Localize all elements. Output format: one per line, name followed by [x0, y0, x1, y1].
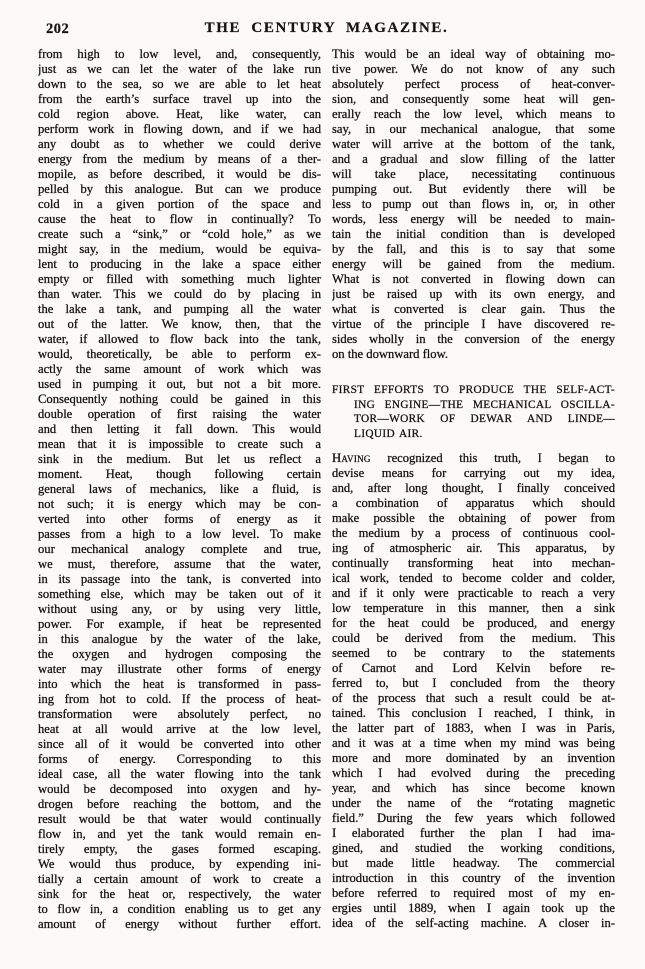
text-line: pumping out. But evidently there will be [332, 182, 615, 196]
text-line: which I had evolved during the preceding [332, 766, 615, 781]
text-columns [38, 47, 615, 932]
text-line: from high to low level, and, consequently, [38, 47, 321, 61]
left-column-paragraph [38, 47, 321, 932]
text-line: erally reach the low level, which means to [332, 107, 615, 121]
text-line: tive power. We do not know of any such [332, 62, 615, 76]
text-line: moment. Heat, though following certain [38, 467, 321, 481]
text-line: will take place, necessitating continuous [332, 167, 615, 181]
text-line: What is not converted in flowing down can [332, 272, 615, 286]
text-line: power. For example, if heat be represented [38, 617, 321, 631]
text-line: Consequently nothing could be gained in this [38, 392, 321, 406]
page-number: 202 [46, 21, 70, 37]
text-line: LIQUID AIR. [354, 427, 423, 440]
text-line: in this analogue by the water of the lake, [38, 632, 321, 646]
right-column-paragraph-2 [332, 451, 615, 931]
text-line: into which the heat is transformed in pass- [38, 677, 321, 691]
text-line: than water. This we could do by placing in [38, 287, 321, 301]
text-line: create such a “sink,” or “cold hole,” as we [38, 227, 321, 241]
text-line: flow in, and yet the tank would remain en- [38, 827, 321, 841]
text-line: devise means for carrying out my idea, [332, 466, 615, 481]
text-line: general laws of mechanics, like a fluid, is [38, 482, 321, 496]
text-line: year, and which has since become known [332, 781, 615, 796]
text-line: used in pumping it out, but not a bit more. [38, 377, 321, 391]
section-heading [332, 383, 615, 441]
text-line: not such; it is energy which may be con- [38, 497, 321, 511]
text-line: tained. This conclusion I reached, I think, in [332, 706, 615, 721]
text-line: since all of it would be converted into other [38, 737, 321, 751]
text-line: out of the latter. We know, then, that the [38, 317, 321, 331]
text-line: idea of the self-acting machine. A closer in- [332, 916, 615, 931]
text-line: could be derived from the medium. This [332, 631, 615, 646]
text-line: the medium by a process of continuous cool- [332, 526, 615, 541]
right-column-paragraph-1 [332, 47, 615, 362]
text-line: in its passage into the tank, is converted into [38, 572, 321, 586]
text-line: water may illustrate other forms of energy [38, 662, 321, 676]
text-line: mopile, as before described, it would be dis- [38, 167, 321, 181]
text-line: drogen before reaching the bottom, and the [38, 797, 321, 811]
text-line: would be decomposed into oxygen and hy- [38, 782, 321, 796]
text-line: without using any, or by using very little, [38, 602, 321, 616]
text-line: I elaborated further the plan I had ima- [332, 826, 615, 841]
text-line: but made little headway. The commercial [332, 856, 615, 871]
text-line: of the process that such a result could be at- [332, 691, 615, 706]
text-line: a combination of apparatus which should [332, 496, 615, 511]
text-line: tially a certain amount of work to create a [38, 872, 321, 886]
text-line: actly the same amount of work which was [38, 362, 321, 376]
text-line: just be raised up with its own energy, and [332, 287, 615, 301]
text-line: to flow in, a condition enabling us to get any [38, 902, 321, 916]
text-line: under the name of the “rotating magnetic [332, 796, 615, 811]
text-line: what is converted is clear gain. Thus the [332, 302, 615, 316]
text-line: absolutely perfect process of heat-conver- [332, 77, 615, 91]
text-line: amount of energy without further effort. [38, 917, 321, 931]
text-line: on the downward flow. [332, 347, 448, 361]
text-line: cold in a given portion of the space and [38, 197, 321, 211]
text-line: and then letting it fall down. This would [38, 422, 321, 436]
text-line: energy from the medium by means of a ther- [38, 152, 321, 166]
text-line: energy will be gained from the medium. [332, 257, 615, 271]
text-line: we must, therefore, assume that the water, [38, 557, 321, 571]
text-line: TOR—WORK OF DEWAR AND LINDE— [354, 413, 615, 426]
lead-line-rest: recognized this truth, I began to [370, 451, 615, 466]
text-line: might say, in the medium, would be equiva- [38, 242, 321, 256]
text-line: more and more dominated by an invention [332, 751, 615, 766]
text-line: perform work in flowing down, and if we had [38, 122, 321, 136]
text-line: water will arrive at the bottom of the tank, [332, 137, 615, 151]
text-line: ferred to, but I concluded from the theory [332, 676, 615, 691]
text-line: forms of energy. Corresponding to this [38, 752, 321, 766]
text-line: passes from a high to a low level. To make [38, 527, 321, 541]
text-line: from the earth’s surface travel up into the [38, 92, 321, 106]
text-line: result would be that water would continually [38, 812, 321, 826]
text-line: and, after long thought, I finally conceived [332, 481, 615, 496]
text-line: empty or filled with something much lighter [38, 272, 321, 286]
text-line: heat at all would arrive at the low level, [38, 722, 321, 736]
text-line: down to the sea, so we are able to let heat [38, 77, 321, 91]
text-line: for the heat could be produced, and energy [332, 616, 615, 631]
text-line: and it was at a time when my mind was being [332, 736, 615, 751]
text-line: ing of atmospheric air. This apparatus, by [332, 541, 615, 556]
right-column [332, 47, 615, 932]
text-line: low temperature in this manner, then a sink [332, 601, 615, 616]
text-line: seemed to be contrary to the statements [332, 646, 615, 661]
text-line: sion, and consequently some heat will gen- [332, 92, 615, 106]
text-line: just as we can let the water of the lake run [38, 62, 321, 76]
text-line: before referred to required most of my en- [332, 886, 615, 901]
text-line: mean that it is impossible to create such a [38, 437, 321, 451]
text-line: words, less energy will be needed to main- [332, 212, 615, 226]
text-line: ergies until 1889, when I again took up the [332, 901, 615, 916]
text-line: tirely empty, the gases formed escaping. [38, 842, 321, 856]
text-line: the lake a tank, and pumping all the water [38, 302, 321, 316]
text-line: sides wholly in the conversion of the energy [332, 332, 615, 346]
text-line: We would thus produce, by expending ini- [38, 857, 321, 871]
small-caps-lead-word: Having [332, 451, 371, 466]
text-line: and a gradual and slow filling of the latter [332, 152, 615, 166]
text-line [332, 451, 615, 466]
text-line: less to pump out than flows in, or, in other [332, 197, 615, 211]
text-line: field.” During the few years which followed [332, 811, 615, 826]
text-line: something else, which may be taken out of it [38, 587, 321, 601]
text-line: make possible the obtaining of power from [332, 511, 615, 526]
text-line: ing from hot to cold. If the process of heat- [38, 692, 321, 706]
text-line: double operation of first raising the water [38, 407, 321, 421]
text-line: lent to producing in the lake a space either [38, 257, 321, 271]
text-line: of Carnot and Lord Kelvin before re- [332, 661, 615, 676]
text-line: FIRST EFFORTS TO PRODUCE THE SELF-ACT- [332, 384, 615, 396]
text-line: our mechanical analogy complete and true, [38, 542, 321, 556]
magazine-title: THE CENTURY MAGAZINE. [204, 20, 449, 36]
text-line: cause the heat to flow in continually? To [38, 212, 321, 226]
text-line: cold region above. Heat, like water, can [38, 107, 321, 121]
text-line: verted into other forms of energy as it [38, 512, 321, 526]
text-line: any doubt as to whether we could derive [38, 137, 321, 151]
text-line: the latter part of 1883, when I was in Paris, [332, 721, 615, 736]
text-line: sink in the medium. But let us reflect a [38, 452, 321, 466]
text-line: virtue of the principle I have discovered re- [332, 317, 615, 331]
text-line: transformation were absolutely perfect, no [38, 707, 321, 721]
text-line: say, in our mechanical analogue, that some [332, 122, 615, 136]
text-line: gined, and studied the working conditions, [332, 841, 615, 856]
text-line: ideal case, all the water flowing into the tank [38, 767, 321, 781]
page-header [38, 20, 615, 40]
text-line: the oxygen and hydrogen composing the [38, 647, 321, 661]
text-line: water, if allowed to flow back into the tank, [38, 332, 321, 346]
text-line: would, theoretically, be able to perform ex- [38, 347, 321, 361]
text-line: This would be an ideal way of obtaining mo- [332, 47, 615, 61]
text-line: by the fall, and this is to say that some [332, 242, 615, 256]
text-line: ical work, tended to become colder and colder, [332, 571, 615, 586]
left-column [38, 47, 321, 932]
text-line: pelled by this analogue. But can we produce [38, 182, 321, 196]
text-line: ING ENGINE—THE MECHANICAL OSCILLA- [354, 398, 615, 411]
text-line: and if it only were practicable to reach a very [332, 586, 615, 601]
text-line: sink for the heat or, respectively, the water [38, 887, 321, 901]
text-line: continually transforming heat into mechan- [332, 556, 615, 571]
text-line: tain the initial condition than is developed [332, 227, 615, 241]
text-line: introduction in this country of the invention [332, 871, 615, 886]
